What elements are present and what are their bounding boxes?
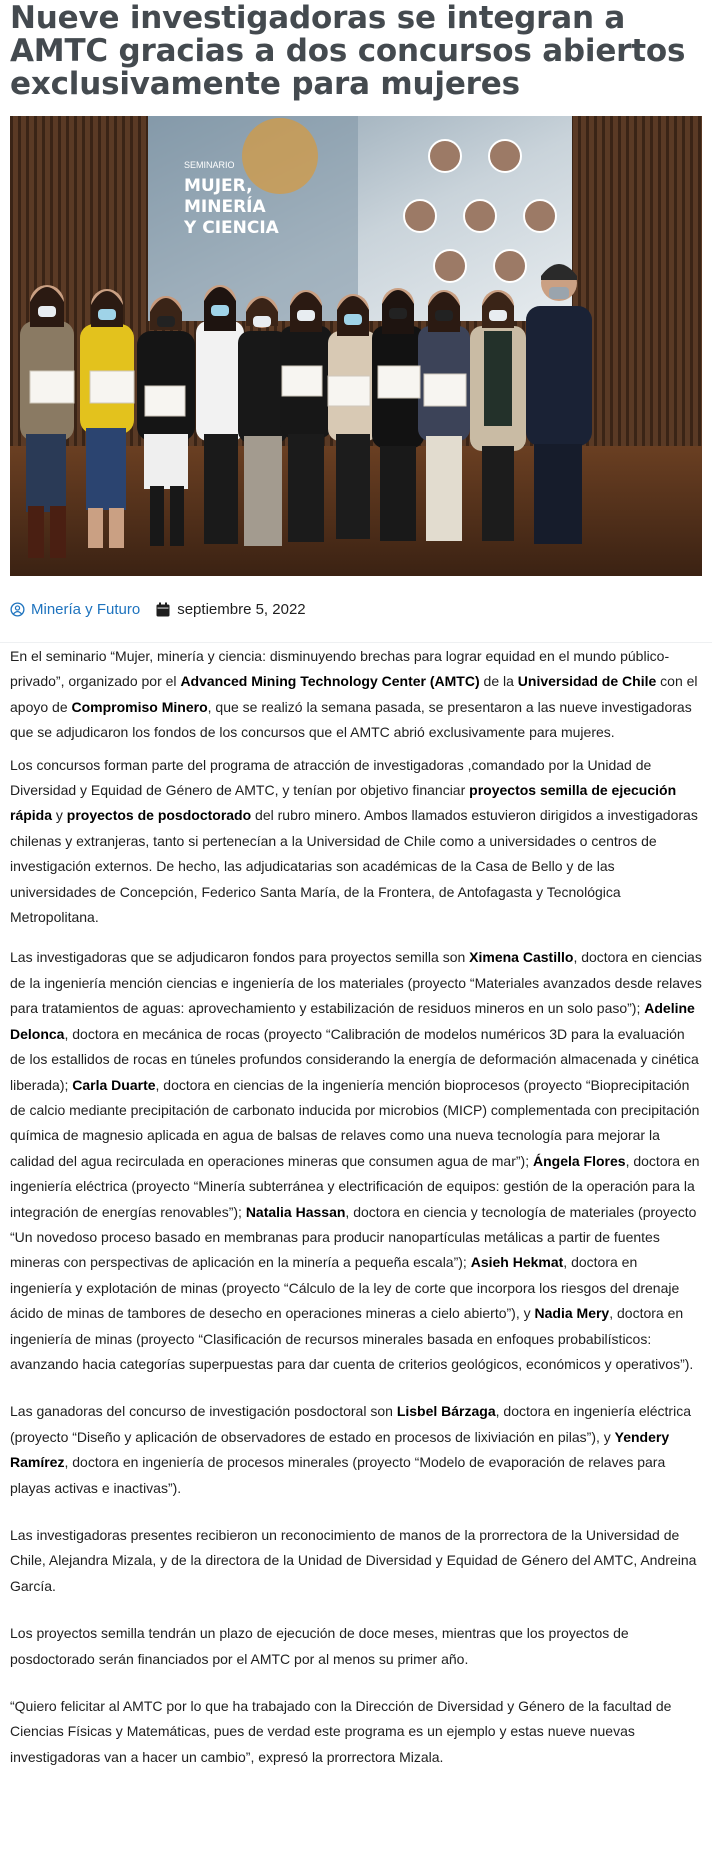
screen-kicker: SEMINARIO — [184, 160, 235, 170]
calendar-icon — [156, 602, 170, 617]
category-link[interactable] — [10, 601, 140, 618]
date-label: septiembre 5, 2022 — [177, 600, 306, 618]
paragraph-2: Los concursos forman parte del programa de atracción de investigadoras ,comandado por la Unidad de Diversidad y Equidad de Género de AMTC, y tenían por objetivo financiar proyectos semilla de ejecución rápida y proyectos de posdoctorado del rubro minero. Ambos llamados estuvieron dirigidos a investigadoras chilenas y extranjeras, tanto si pertenecían a la Universidad de Chile como a universidades o centros de investigación externos. De hecho, las adjudicatarias son académicas de la Casa de Bello y de las universidades de Concepción, Federico Santa María, de la Frontera, de Antofagasta y Tecnológica Metropolitana. — [10, 756, 698, 926]
screen-title-3: Y CIENCIA — [184, 218, 279, 238]
paragraph-1: En el seminario “Mujer, minería y ciencia: disminuyendo brechas para lograr equidad en el mundo público-privado”, organizado por el Advanced Mining Technology Center (AMTC) de la Universidad de Chile con el apoyo de Compromiso Minero, que se realizó la semana pasada, se presentaron a las nueve investigadoras que se adjudicaron los fondos de los concursos que el AMTC abrió exclusivamente para mujeres. — [10, 648, 698, 741]
paragraph-6: Los proyectos semilla tendrán un plazo de ejecución de doce meses, mientras que los proyectos de posdoctorado serán financiados por el AMTC por al menos su primer año. — [10, 1625, 629, 1667]
article-title: Nueve investigadoras se integran a AMTC gracias a dos concursos abiertos exclusivamente para mujeres — [10, 0, 686, 102]
paragraph-5: Las investigadoras presentes recibieron un reconocimiento de manos de la prorrectora de la Universidad de Chile, Alejandra Mizala, y de la directora de la Unidad de Diversidad y Equidad de Género del AMTC, Andreina García. — [10, 1527, 697, 1594]
post-meta — [10, 598, 306, 620]
post-date — [156, 601, 305, 618]
ceremony-photo — [10, 116, 702, 576]
paragraph-7: “Quiero felicitar al AMTC por lo que ha trabajado con la Dirección de Diversidad y Género de la facultad de Ciencias Físicas y Matemáticas, pues de verdad este programa es un ejemplo y estas nueve nuevas investigadoras van a hacer un cambio”, expresó la prorrectora Mizala. — [10, 1698, 672, 1765]
screen-title-2: MINERÍA — [184, 197, 266, 217]
article-body — [10, 642, 702, 1770]
featured-image — [10, 116, 702, 576]
category-label[interactable]: Minería y Futuro — [31, 600, 141, 618]
user-circle-icon — [10, 602, 25, 617]
paragraph-4: Las ganadoras del concurso de investigación posdoctoral son Lisbel Bárzaga, doctora en ingeniería eléctrica (proyecto “Diseño y aplicación de observadores de estado en procesos de lixiviación en pilas”), y Yendery Ramírez, doctora en ingeniería de procesos minerales (proyecto “Modelo de evaporación de relaves para playas activas e inactivas”). — [10, 1403, 691, 1496]
screen-title-1: MUJER, — [184, 176, 253, 196]
paragraph-3: Las investigadoras que se adjudicaron fondos para proyectos semilla son Ximena Castillo, doctora en ciencias de la ingeniería mención ciencias e ingeniería de los materiales (proyecto “Materiales avanzados desde relaves para tratamientos de aguas: aprovechamiento y estabilización de residuos mineros en un solo paso”); Adeline Delonca, doctora en mecánica de rocas (proyecto “Calibración de modelos numéricos 3D para la evaluación de los estallidos de rocas en túneles profundos considerando la energía de deformación almacenada y cinética liberada); Carla Duarte, doctora en ciencias de la ingeniería mención bioprocesos (proyecto “Bioprecipitación de calcio mediante precipitación de carbonato inducida por microbios (MICP) complementada con precipitación química de magnesio aplicada en agua de balsas de relaves como una nueva tecnología para mejorar la calidad del agua recirculada en operaciones mineras que consumen agua de mar”); Ángela Flores, doctora en ingeniería eléctrica (proyecto “Minería subterránea y electrificación de equipos: gestión de la operación para la integración de energías renovables”); Natalia Hassan, doctora en ciencia y tecnología de materiales (proyecto “Un novedoso proceso basado en membranas para producir nanopartículas metálicas a partir de fuentes mineras con perspectivas de aplicación en la minería a pequeña escala”); Asieh Hekmat, doctora en ingeniería y explotación de minas (proyecto “Cálculo de la ley de corte que incorpora los riesgos del drenaje ácido de minas de tambores de desecho en operaciones mineras a cielo abierto”), y Nadia Mery, doctora en ingeniería de minas (proyecto “Clasificación de recursos minerales basada en enfoques probabilísticos: avanzando hacia categorías superpuestas para dar cuenta de criterios geológicos, económicos y operativos”). — [10, 949, 702, 1372]
